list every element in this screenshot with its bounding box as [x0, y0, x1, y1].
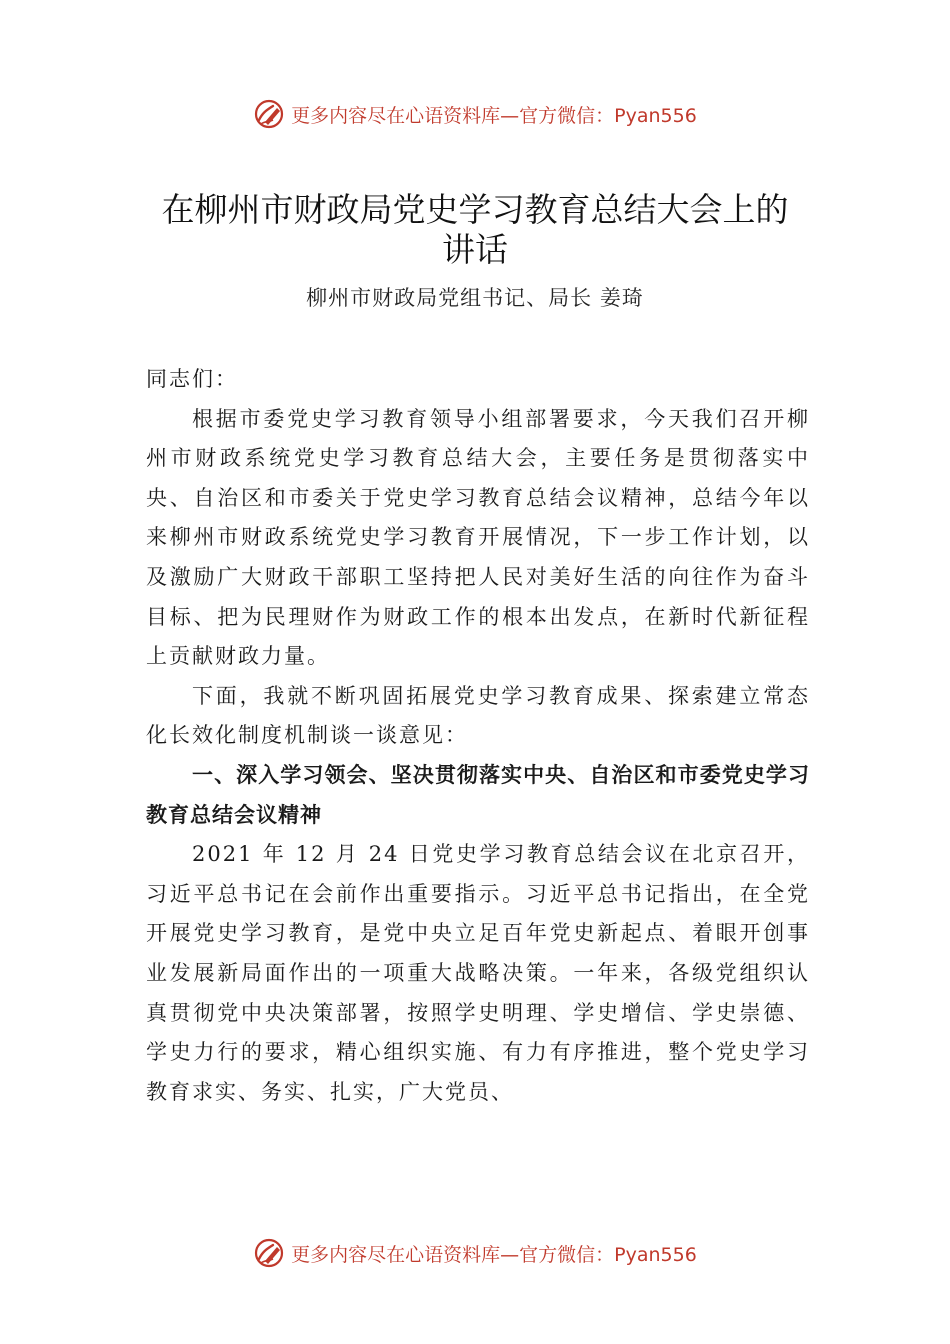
document-body [146, 360, 810, 1112]
watermark-text: 更多内容尽在心语资料库—官方微信：Pyan556 [291, 104, 697, 127]
pen-signature-icon [253, 1237, 285, 1269]
paragraph: 下面，我就不断巩固拓展党史学习教育成果、探索建立常态化长效化制度机制谈一谈意见： [146, 683, 810, 748]
paragraph: 根据市委党史学习教育领导小组部署要求，今天我们召开柳州市财政系统党史学习教育总结大会，主要任务是贯彻落实中央、自治区和市委关于党史学习教育总结会议精神，总结今年以来柳州市财政系统党史学习教育开展情况，下一步工作计划，以及激励广大财政干部职工坚持把人民对美好生活的向往作为奋斗目标、把为民理财作为财政工作的根本出发点，在新时代新征程上贡献财政力量。 [146, 406, 810, 669]
section-heading: 一、深入学习领会、坚决贯彻落实中央、自治区和市委党史学习教育总结会议精神 [146, 762, 810, 827]
pen-signature-icon [253, 98, 285, 130]
salutation: 同志们： [146, 367, 238, 391]
document-byline: 柳州市财政局党组书记、局长 姜琦 [306, 286, 644, 310]
document-title: 在柳州市财政局党史学习教育总结大会上的讲话 [161, 190, 789, 269]
header-watermark-banner [0, 94, 950, 134]
watermark-text: 更多内容尽在心语资料库—官方微信：Pyan556 [291, 1243, 697, 1266]
paragraph: 2021 年 12 月 24 日党史学习教育总结会议在北京召开，习近平总书记在会前作出重要指示。习近平总书记指出，在全党开展党史学习教育，是党中央立足百年党史新起点、着眼开创事业发展新局面作出的一项重大战略决策。一年来，各级党组织认真贯彻党中央决策部署，按照学史明理、学史增信、学史崇德、学史力行的要求，精心组织实施、有力有序推进，整个党史学习教育求实、务实、扎实，广大党员、 [146, 842, 810, 1104]
footer-watermark-banner [0, 1233, 950, 1273]
